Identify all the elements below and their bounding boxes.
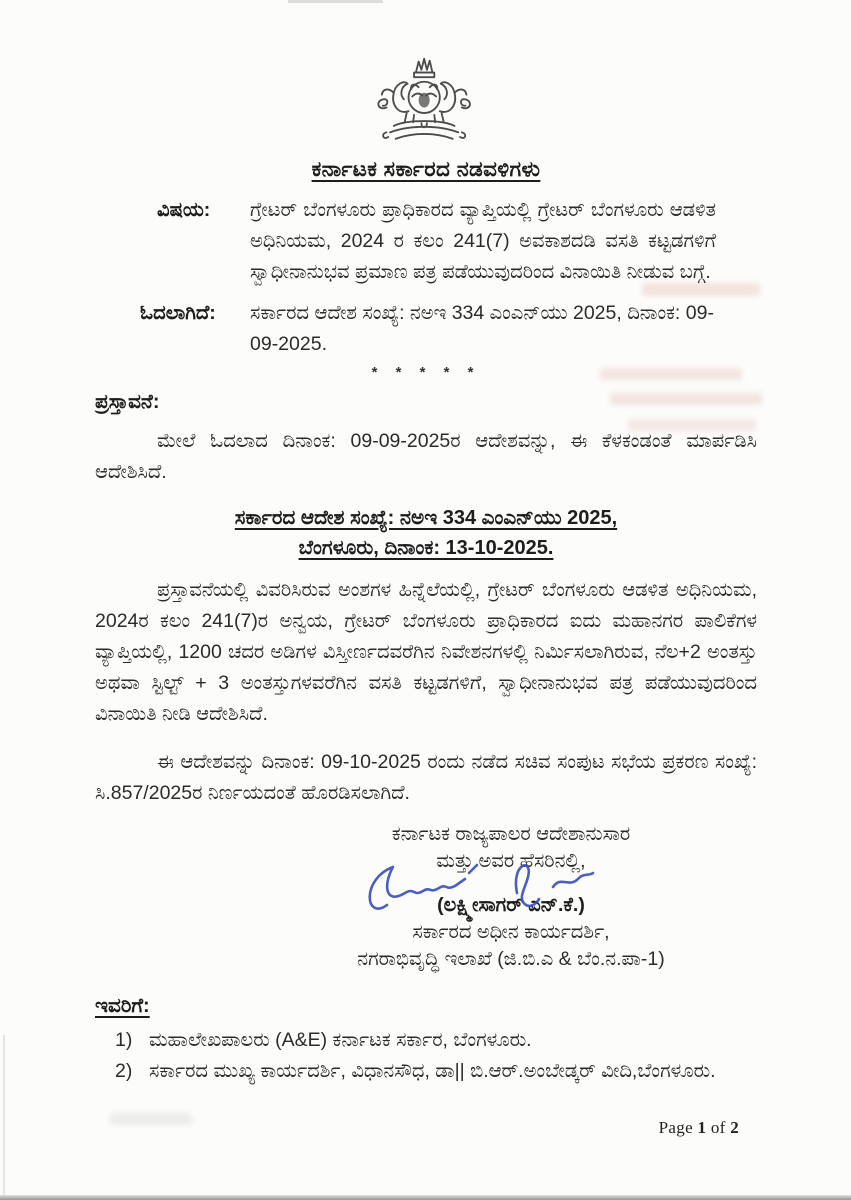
signature-block bbox=[305, 821, 717, 973]
list-item-number: 1) bbox=[115, 1029, 133, 1051]
document-title: ಕರ್ನಾಟಕ ಸರ್ಕಾರದ ನಡವಳಿಗಳು bbox=[311, 157, 541, 181]
order-number-line: ಸರ್ಕಾರದ ಆದೇಶ ಸಂಖ್ಯೆ: ನಅಇ 334 ಎಂಎನ್‌ಯು 2025, bbox=[234, 507, 618, 529]
subject-label: ವಿಷಯ: bbox=[157, 199, 211, 221]
subject-text: ಗ್ರೇಟರ್ ಬೆಂಗಳೂರು ಪ್ರಾಧಿಕಾರದ ವ್ಯಾಪ್ತಿಯಲ್ಲಿ ಗ್ರೇಟರ್ ಬೆಂಗಳೂರು ಆಡಳಿತ ಅಧಿನಿಯಮ, 2024 ರ ಕಲಂ 241(7) ಅವಕಾಶದಡಿ ವಸತಿ ಕಟ್ಟಡಗಳಿಗೆ ಸ್ವಾಧೀನಾನುಭವ ಪ್ರಮಾಣ ಪತ್ರ ಪಡೆಯುವುದರಿಂದ ವಿನಾಯಿತಿ ನೀಡುವ ಬಗ್ಗೆ. bbox=[250, 199, 716, 283]
list-item-text: ಮಹಾಲೇಖಪಾಲರು (A&E) ಕರ್ನಾಟಕ ಸರ್ಕಾರ, ಬೆಂಗಳೂರು. bbox=[149, 1029, 532, 1051]
scan-edge-artifact bbox=[3, 1035, 5, 1200]
read-text: ಸರ್ಕಾರದ ಆದೇಶ ಸಂಖ್ಯೆ: ನಅಇ 334 ಎಂಎನ್‌ಯು 2025, ದಿನಾಂಕ: 09-09-2025. bbox=[250, 302, 714, 355]
page-number-current: 1 bbox=[697, 1118, 707, 1137]
order-paragraph-1: ಪ್ರಸ್ತಾವನೆಯಲ್ಲಿ ವಿವರಿಸಿರುವ ಅಂಶಗಳ ಹಿನ್ನೆಲೆಯಲ್ಲಿ, ಗ್ರೇಟರ್ ಬೆಂಗಳೂರು ಆಡಳಿತ ಅಧಿನಿಯಮ, 2024ರ ಕಲಂ 241(7)ರ ಅನ್ವಯ, ಗ್ರೇಟರ್ ಬೆಂಗಳೂರು ಪ್ರಾಧಿಕಾರದ ಐದು ಮಹಾನಗರ ಪಾಲಿಕೆಗಳ ವ್ಯಾಪ್ತಿಯಲ್ಲಿ, 1200 ಚದರ ಅಡಿಗಳ ವಿಸ್ತೀರ್ಣದವರೆಗಿನ ನಿವೇಶನಗಳಲ್ಲಿ ನಿರ್ಮಿಸಲಾಗಿರುವ, ನೆಲ+2 ಅಂತಸ್ತು ಅಥವಾ ಸ್ಟಿಲ್ಟ್ + 3 ಅಂತಸ್ತುಗಳವರೆಗಿನ ವಸತಿ ಕಟ್ಟಡಗಳಿಗೆ, ಸ್ವಾಧೀನಾನುಭವ ಪತ್ರ ಪಡೆಯುವುದರಿಂದ ವಿನಾಯಿತಿ ನೀಡಿ ಆದೇಶಿಸಿದೆ. bbox=[95, 579, 757, 725]
list-item-number: 2) bbox=[115, 1060, 133, 1082]
order-date-line: ಬೆಂಗಳೂರು, ದಿನಾಂಕ: 13-10-2025. bbox=[298, 537, 554, 559]
order-paragraph-2: ಈ ಆದೇಶವನ್ನು ದಿನಾಂಕ: 09-10-2025 ರಂದು ನಡೆದ ಸಚಿವ ಸಂಪುಟ ಸಭೆಯ ಪ್ರಕರಣ ಸಂಖ್ಯೆ: ಸಿ.857/2025ರ ನಿರ್ಣಯದಂತೆ ಹೊರಡಿಸಲಾಗಿದೆ. bbox=[95, 751, 757, 804]
page-number bbox=[659, 1118, 739, 1138]
distribution-list bbox=[95, 1025, 757, 1087]
read-label: ಓದಲಾಗಿದೆ: bbox=[140, 302, 216, 324]
scan-edge-artifact bbox=[288, 0, 383, 3]
emblem-container bbox=[95, 56, 757, 153]
list-item-text: ಸರ್ಕಾರದ ಮುಖ್ಯ ಕಾರ್ಯದರ್ಶಿ, ವಿಧಾನಸೌಧ, ಡಾ|| ಬಿ.ಆರ್.ಅಂಬೇಡ್ಕರ್ ವೀದಿ,ಬೆಂಗಳೂರು. bbox=[149, 1060, 716, 1082]
page-number-total: 2 bbox=[730, 1118, 739, 1137]
distribution-block bbox=[95, 995, 757, 1087]
distribution-label: ಇವರಿಗೆ: bbox=[95, 995, 150, 1017]
read-row bbox=[95, 298, 757, 360]
bleed-through-artifact bbox=[110, 1113, 192, 1125]
star-separator: * * * * * bbox=[371, 364, 481, 381]
subject-row bbox=[95, 195, 757, 288]
scan-edge-artifact bbox=[0, 1195, 851, 1200]
page-number-prefix: Page bbox=[658, 1118, 693, 1137]
list-item bbox=[95, 1056, 757, 1087]
page-number-of: of bbox=[710, 1118, 726, 1137]
government-order-heading bbox=[95, 503, 757, 563]
list-item bbox=[95, 1025, 757, 1056]
preamble-label: ಪ್ರಸ್ತಾವನೆ: bbox=[95, 391, 160, 413]
preamble-text: ಮೇಲೆ ಓದಲಾದ ದಿನಾಂಕ: 09-09-2025ರ ಆದೇಶವನ್ನು, ಈ ಕೆಳಕಂಡಂತೆ ಮಾರ್ಪಡಿಸಿ ಆದೇಶಿಸಿದೆ. bbox=[95, 430, 757, 483]
signatory-department: ನಗರಾಭಿವೃದ್ಧಿ ಇಲಾಖೆ (ಜಿ.ಬಿ.ಎ & ಬೆಂ.ನ.ಪಾ-1) bbox=[357, 948, 665, 970]
by-order-line-2: ಮತ್ತು ಅವರ ಹೆಸರಿನಲ್ಲಿ, bbox=[436, 850, 586, 872]
signatory-name: (ಲಕ್ಷ್ಮೀಸಾಗರ್ ಎನ್.ಕೆ.) bbox=[437, 894, 585, 916]
karnataka-state-emblem-icon bbox=[366, 56, 486, 148]
document-body bbox=[95, 56, 757, 1087]
signatory-designation: ಸರ್ಕಾರದ ಅಧೀನ ಕಾರ್ಯದರ್ಶಿ, bbox=[412, 921, 610, 943]
by-order-line-1: ಕರ್ನಾಟಕ ರಾಜ್ಯಪಾಲರ ಆದೇಶಾನುಸಾರ bbox=[391, 823, 631, 845]
